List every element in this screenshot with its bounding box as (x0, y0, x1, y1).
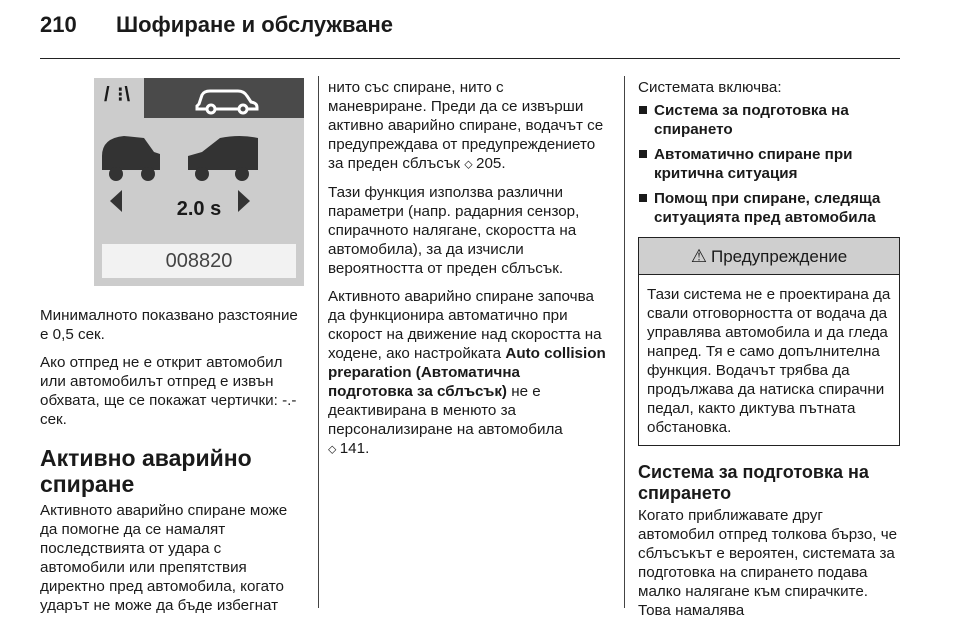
warning-header (639, 238, 899, 275)
column-divider-1 (318, 76, 319, 608)
time-gap-value: 2.0 s (176, 198, 222, 220)
list-item: Помощ при спиране, следяща ситуацията пред автомобила (638, 189, 900, 227)
warning-box (638, 237, 900, 446)
list-item: Автоматично спиране при критична ситуация (638, 145, 900, 183)
paragraph (328, 78, 606, 174)
paragraph (328, 287, 606, 459)
column-3 (638, 78, 900, 629)
section-heading: Система за подготовка на спирането (638, 462, 869, 503)
warning-title: Предупреждение (710, 246, 848, 266)
paragraph-text: нито със спиране, нито с маневриране. Преди да се извърши активно аварийно спиране, водачът се предупреждава от предупреждението за преден сблъсък (328, 79, 604, 172)
column-divider-2 (624, 76, 625, 608)
page-header (40, 12, 393, 48)
display-top-bar (144, 78, 304, 118)
list-intro: Системата включва: (638, 79, 782, 96)
column-1 (40, 78, 306, 624)
car-rear-icon (102, 136, 160, 181)
page-reference-link[interactable]: ⬦ 141. (328, 440, 369, 457)
instrument-display (94, 78, 304, 286)
lane-symbol: / ⁝\ (104, 84, 132, 106)
paragraph-text: Активното аварийно спиране започва да функционира автоматично при скорост на движение над скоростта на ходене, ако настройката (328, 288, 602, 362)
odometer-value: 008820 (102, 244, 296, 278)
feature-list (638, 101, 900, 227)
section-heading: Активно аварийно спиране (40, 445, 252, 497)
paragraph: Когато приближавате друг автомобил отпред толкова бързо, че сблъсъкът е вероятен, системата за подготовка на спирането подава малко налягане към спирачките. Това намалява (638, 507, 898, 619)
paragraph-text: не е деактивирана в менюто за персонализиране на автомобила (328, 383, 563, 438)
list-item: Система за подготовка на спирането (638, 101, 900, 139)
page-number: 210 (40, 12, 77, 37)
paragraph: Тази функция използва различни параметри (напр. радарния сензор, спирачното налягане, скоростта на автомобила), за да изчисли вероятността от преден сблъсък. (328, 184, 580, 277)
car-front-icon (188, 136, 258, 181)
setting-name: Auto collision preparation (Автоматична подготовка за сблъсък) (328, 345, 606, 400)
warning-triangle-icon: ⚠ (690, 245, 707, 266)
header-rule (40, 58, 900, 59)
paragraph: Активното аварийно спиране може да помогне да се намалят последствията от удара с автомобили или препятствия директно пред автомобила, когато ударът не може да бъде избегнат (40, 502, 288, 614)
paragraph: Ако отпред не е открит автомобил или автомобилът отпред е извън обхвата, ще се покажат чертички: -.- сек. (40, 354, 297, 428)
page-title: Шофиране и обслужване (116, 12, 394, 37)
column-2 (328, 78, 606, 468)
warning-text: Тази система не е проектирана да свали отговорността от водача да управлява автомобила и да гледа напред. Тя е само допълнителна функция. Водачът трябва да продължава да натиска спирачни педал, както диктува пътната обстановка. (647, 286, 891, 436)
paragraph: Минималното показвано разстояние е 0,5 сек. (40, 307, 298, 343)
page-reference-link[interactable]: ⬦ 205. (464, 155, 505, 172)
